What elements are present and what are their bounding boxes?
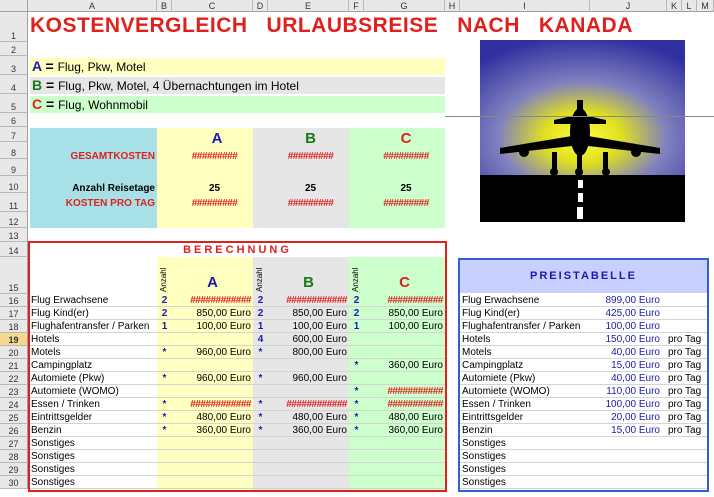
column-header-i[interactable]: I xyxy=(460,0,590,12)
column-header-j[interactable]: J xyxy=(590,0,667,12)
row-header-25[interactable]: 25 xyxy=(0,411,28,424)
price-row-unit[interactable]: pro Tag xyxy=(668,334,702,345)
price-row-unit[interactable] xyxy=(668,437,708,450)
calc-value-c[interactable]: 480,00 Euro xyxy=(388,412,443,423)
calc-qty-a[interactable]: * xyxy=(162,412,167,423)
price-row-label[interactable]: Sonstiges xyxy=(462,451,506,462)
calc-value-a[interactable]: 850,00 Euro xyxy=(196,308,251,319)
row-header-17[interactable]: 17 xyxy=(0,307,28,320)
price-row-unit[interactable]: pro Tag xyxy=(668,360,702,371)
calc-qty-b[interactable]: 1 xyxy=(257,321,264,332)
kosten-pro-tag-b: ######### xyxy=(287,198,334,209)
kosten-pro-tag-c: ######### xyxy=(383,198,429,209)
calc-row-label[interactable]: Sonstiges xyxy=(31,477,75,488)
row-header-1[interactable]: 1 xyxy=(0,12,28,42)
price-row-unit[interactable] xyxy=(668,463,708,476)
price-row-value[interactable]: 15,00 Euro xyxy=(611,360,660,371)
price-row-label[interactable]: Automiete (Pkw) xyxy=(462,373,536,384)
summary-header-a: A xyxy=(211,130,223,147)
column-header-l[interactable]: L xyxy=(682,0,697,12)
row-header-22[interactable]: 22 xyxy=(0,372,28,385)
price-row-unit[interactable]: pro Tag xyxy=(668,347,702,358)
calc-value-b[interactable] xyxy=(268,359,347,372)
label-anzahl-reisetage: Anzahl Reisetage xyxy=(72,183,155,194)
calc-qty-b[interactable] xyxy=(253,437,268,450)
calc-qty-c[interactable] xyxy=(349,372,364,385)
calc-value-c[interactable] xyxy=(364,346,443,359)
calc-qty-c[interactable]: * xyxy=(354,425,359,436)
row-header-29[interactable]: 29 xyxy=(0,463,28,476)
price-row-label[interactable]: Eintrittsgelder xyxy=(462,412,524,423)
calc-qty-a[interactable] xyxy=(157,476,172,489)
price-row-unit[interactable] xyxy=(668,294,708,307)
anzahl-header-b: Anzahl xyxy=(255,267,264,292)
row-header-15[interactable]: 15 xyxy=(0,257,28,294)
calc-value-c[interactable] xyxy=(364,333,443,346)
price-row-value[interactable] xyxy=(590,463,660,476)
calc-qty-a[interactable] xyxy=(157,463,172,476)
price-row-label[interactable]: Sonstiges xyxy=(462,464,506,475)
price-row-value[interactable]: 150,00 Euro xyxy=(605,334,660,345)
calc-row-label[interactable]: Automiete (WOMO) xyxy=(31,386,119,397)
calc-value-c[interactable] xyxy=(364,450,443,463)
calc-qty-a[interactable]: 2 xyxy=(161,295,168,306)
calc-row-label[interactable]: Sonstiges xyxy=(31,451,75,462)
calc-qty-c[interactable]: * xyxy=(354,360,359,371)
column-header-a[interactable]: A xyxy=(28,0,157,12)
calc-value-c[interactable]: ########### xyxy=(387,399,443,410)
calc-qty-b[interactable]: * xyxy=(258,412,263,423)
price-row-unit[interactable]: pro Tag xyxy=(668,373,702,384)
calc-qty-c[interactable] xyxy=(349,346,364,359)
calc-qty-b[interactable] xyxy=(253,463,268,476)
row-header-20[interactable]: 20 xyxy=(0,346,28,359)
calc-qty-c[interactable]: * xyxy=(354,399,359,410)
days-c: 25 xyxy=(400,183,412,194)
summary-label-bg xyxy=(30,128,157,228)
price-row-label[interactable]: Flughafentransfer / Parken xyxy=(462,321,581,332)
calc-qty-c[interactable] xyxy=(349,450,364,463)
calc-value-a[interactable] xyxy=(172,463,251,476)
price-row-value[interactable] xyxy=(590,450,660,463)
berechnung-title: BERECHNUNG xyxy=(183,244,292,256)
calc-qty-a[interactable]: * xyxy=(162,399,167,410)
calc-row-label[interactable]: Eintrittsgelder xyxy=(31,412,93,423)
row-header-27[interactable]: 27 xyxy=(0,437,28,450)
berechnung-header-a: A xyxy=(207,274,218,291)
days-a: 25 xyxy=(208,183,221,194)
row-header-3[interactable]: 3 xyxy=(0,56,28,75)
drawing-line xyxy=(445,116,714,117)
calc-qty-b[interactable]: 4 xyxy=(257,334,264,345)
calc-qty-a[interactable] xyxy=(157,450,172,463)
price-row-label[interactable]: Campingplatz xyxy=(462,360,524,371)
calc-value-a[interactable]: 100,00 Euro xyxy=(196,321,251,332)
calc-qty-b[interactable]: * xyxy=(258,347,263,358)
calc-value-b[interactable]: 850,00 Euro xyxy=(292,308,347,319)
price-row-label[interactable]: Motels xyxy=(462,347,492,358)
calc-qty-a[interactable] xyxy=(157,385,172,398)
calc-row-label[interactable]: Benzin xyxy=(31,425,62,436)
calc-value-c[interactable] xyxy=(364,476,443,489)
calc-value-a[interactable] xyxy=(172,450,251,463)
price-row-label[interactable]: Automiete (WOMO) xyxy=(462,386,550,397)
row-header-5[interactable]: 5 xyxy=(0,94,28,113)
calc-row-label[interactable]: Campingplatz xyxy=(31,360,93,371)
calc-qty-b[interactable]: * xyxy=(258,373,263,384)
calc-value-b[interactable] xyxy=(268,437,347,450)
calc-qty-a[interactable] xyxy=(157,359,172,372)
price-row-label[interactable]: Flug Kind(er) xyxy=(462,308,520,319)
price-row-value[interactable]: 15,00 Euro xyxy=(611,425,660,436)
column-header-m[interactable]: M xyxy=(697,0,714,12)
row-header-12[interactable]: 12 xyxy=(0,212,28,228)
calc-qty-c[interactable] xyxy=(349,437,364,450)
column-header-f[interactable]: F xyxy=(349,0,364,12)
row-header-24[interactable]: 24 xyxy=(0,398,28,411)
calc-qty-a[interactable]: 2 xyxy=(161,308,168,319)
price-row-value[interactable]: 100,00 Euro xyxy=(605,399,660,410)
row-header-23[interactable]: 23 xyxy=(0,385,28,398)
calc-qty-a[interactable]: * xyxy=(162,347,167,358)
calc-value-b[interactable]: 800,00 Euro xyxy=(292,347,347,358)
calc-row-label[interactable]: Hotels xyxy=(31,334,60,345)
calc-value-b[interactable] xyxy=(268,385,347,398)
summary-header-b: B xyxy=(305,130,316,147)
calc-value-a[interactable] xyxy=(172,476,251,489)
option-a: A = Flug, Pkw, Motel xyxy=(30,58,445,75)
calc-value-c[interactable] xyxy=(364,372,443,385)
calc-row-label[interactable]: Flughafentransfer / Parken xyxy=(31,321,150,332)
summary-header-c: C xyxy=(400,130,412,147)
column-header-c[interactable]: C xyxy=(172,0,253,12)
price-row-value[interactable]: 100,00 Euro xyxy=(605,321,660,332)
row-header-2[interactable]: 2 xyxy=(0,42,28,56)
preistabelle-title: PREISTABELLE xyxy=(530,270,637,282)
gesamtkosten-b: ######### xyxy=(287,151,334,162)
berechnung-header-c: C xyxy=(399,274,410,291)
calc-value-c[interactable]: 360,00 Euro xyxy=(388,425,443,436)
price-row-unit[interactable]: pro Tag xyxy=(668,386,702,397)
price-row-unit[interactable] xyxy=(668,476,708,489)
days-b: 25 xyxy=(304,183,317,194)
price-row-value[interactable]: 40,00 Euro xyxy=(611,347,660,358)
gesamtkosten-c: ######### xyxy=(383,151,429,162)
price-row-label[interactable]: Sonstiges xyxy=(462,438,506,449)
row-header-10[interactable]: 10 xyxy=(0,176,28,193)
calc-qty-a[interactable]: 1 xyxy=(161,321,168,332)
calc-value-c[interactable]: ########### xyxy=(387,295,443,306)
label-kosten-pro-tag: KOSTEN PRO TAG xyxy=(65,198,155,209)
calc-value-a[interactable] xyxy=(172,359,251,372)
calc-value-a[interactable]: 960,00 Euro xyxy=(196,347,251,358)
price-row-value[interactable] xyxy=(590,476,660,489)
row-header-8[interactable]: 8 xyxy=(0,142,28,159)
calc-value-b[interactable]: 100,00 Euro xyxy=(292,321,347,332)
row-header-11[interactable]: 11 xyxy=(0,193,28,212)
column-header-h[interactable]: H xyxy=(445,0,460,12)
calc-qty-c[interactable]: * xyxy=(354,412,359,423)
calc-qty-c[interactable]: 2 xyxy=(353,308,360,319)
label-gesamtkosten: GESAMTKOSTEN xyxy=(70,151,155,162)
price-row-label[interactable]: Flug Erwachsene xyxy=(462,295,540,306)
price-row-unit[interactable] xyxy=(668,450,708,463)
calc-value-c[interactable] xyxy=(364,437,443,450)
calc-value-a[interactable]: 480,00 Euro xyxy=(196,412,251,423)
calc-value-b[interactable]: ############ xyxy=(286,399,347,410)
column-header-d[interactable]: D xyxy=(253,0,268,12)
calc-value-a[interactable] xyxy=(172,333,251,346)
row-header-18[interactable]: 18 xyxy=(0,320,28,333)
calc-row-label[interactable]: Essen / Trinken xyxy=(31,399,100,410)
price-row-unit[interactable]: pro Tag xyxy=(668,412,702,423)
calc-row-label[interactable]: Motels xyxy=(31,347,61,358)
calc-qty-c[interactable]: * xyxy=(354,386,359,397)
row-header-4[interactable]: 4 xyxy=(0,75,28,94)
calc-value-a[interactable]: ############ xyxy=(190,295,251,306)
anzahl-header-c: Anzahl xyxy=(351,267,360,292)
calc-row-label[interactable]: Flug Kind(er) xyxy=(31,308,89,319)
calc-qty-b[interactable] xyxy=(253,476,268,489)
airplane-icon xyxy=(480,40,685,222)
price-row-label[interactable]: Hotels xyxy=(462,334,491,345)
calc-qty-b[interactable] xyxy=(253,450,268,463)
option-b: B = Flug, Pkw, Motel, 4 Übernachtungen im Hotel xyxy=(30,77,445,94)
column-header-e[interactable]: E xyxy=(268,0,349,12)
row-header-7[interactable]: 7 xyxy=(0,127,28,142)
calc-value-b[interactable] xyxy=(268,476,347,489)
kosten-pro-tag-a: ######### xyxy=(191,198,238,209)
calc-qty-a[interactable]: * xyxy=(162,373,167,384)
price-row-value[interactable]: 40,00 Euro xyxy=(611,373,660,384)
calc-value-b[interactable]: 360,00 Euro xyxy=(292,425,347,436)
calc-row-label[interactable]: Flug Erwachsene xyxy=(31,295,109,306)
calc-qty-c[interactable] xyxy=(349,463,364,476)
row-header-30[interactable]: 30 xyxy=(0,476,28,489)
calc-qty-b[interactable]: 2 xyxy=(257,308,264,319)
calc-qty-c[interactable] xyxy=(349,333,364,346)
gesamtkosten-a: ######### xyxy=(191,151,238,162)
calc-value-b[interactable]: 960,00 Euro xyxy=(292,373,347,384)
select-all-corner[interactable] xyxy=(0,0,28,12)
calc-qty-b[interactable] xyxy=(253,385,268,398)
calc-value-c[interactable]: ########### xyxy=(387,386,443,397)
price-row-value[interactable] xyxy=(590,437,660,450)
price-row-unit[interactable] xyxy=(668,307,708,320)
calc-value-b[interactable]: 480,00 Euro xyxy=(292,412,347,423)
calc-row-label[interactable]: Sonstiges xyxy=(31,464,75,475)
price-row-unit[interactable]: pro Tag xyxy=(668,399,702,410)
calc-qty-c[interactable]: 1 xyxy=(353,321,360,332)
row-header-21[interactable]: 21 xyxy=(0,359,28,372)
calc-value-b[interactable]: 600,00 Euro xyxy=(292,334,347,345)
calc-value-a[interactable] xyxy=(172,437,251,450)
price-row-label[interactable]: Benzin xyxy=(462,425,493,436)
column-header-g[interactable]: G xyxy=(364,0,445,12)
row-header-6[interactable]: 6 xyxy=(0,113,28,127)
calc-qty-c[interactable] xyxy=(349,476,364,489)
price-row-label[interactable]: Essen / Trinken xyxy=(462,399,531,410)
calc-qty-a[interactable] xyxy=(157,333,172,346)
berechnung-header-b: B xyxy=(303,274,314,291)
calc-value-a[interactable]: 360,00 Euro xyxy=(196,425,251,436)
calc-qty-c[interactable]: 2 xyxy=(353,295,360,306)
calc-qty-b[interactable] xyxy=(253,359,268,372)
row-header-16[interactable]: 16 xyxy=(0,294,28,307)
column-header-b[interactable]: B xyxy=(157,0,172,12)
calc-qty-b[interactable]: 2 xyxy=(257,295,264,306)
price-row-unit[interactable] xyxy=(668,320,708,333)
price-row-value[interactable]: 899,00 Euro xyxy=(605,295,660,306)
price-row-unit[interactable]: pro Tag xyxy=(668,425,702,436)
row-header-9[interactable]: 9 xyxy=(0,159,28,176)
row-header-14[interactable]: 14 xyxy=(0,242,28,257)
calc-value-c[interactable]: 360,00 Euro xyxy=(388,360,443,371)
row-header-28[interactable]: 28 xyxy=(0,450,28,463)
calc-value-c[interactable] xyxy=(364,463,443,476)
calc-value-c[interactable]: 100,00 Euro xyxy=(388,321,443,332)
sheet-title: KOSTENVERGLEICH URLAUBSREISE NACH KANADA xyxy=(30,14,633,37)
calc-value-b[interactable] xyxy=(268,463,347,476)
row-header-13[interactable]: 13 xyxy=(0,228,28,242)
anzahl-header-a: Anzahl xyxy=(159,267,168,292)
calc-value-c[interactable]: 850,00 Euro xyxy=(388,308,443,319)
calc-row-label[interactable]: Automiete (Pkw) xyxy=(31,373,105,384)
option-c: C = Flug, Wohnmobil xyxy=(30,96,445,113)
calc-qty-a[interactable] xyxy=(157,437,172,450)
calc-qty-a[interactable]: * xyxy=(162,425,167,436)
row-header-19[interactable]: 19 xyxy=(0,333,28,346)
calc-value-b[interactable] xyxy=(268,450,347,463)
calc-qty-b[interactable]: * xyxy=(258,399,263,410)
calc-value-b[interactable]: ############ xyxy=(286,295,347,306)
price-row-value[interactable]: 20,00 Euro xyxy=(611,412,660,423)
calc-qty-b[interactable]: * xyxy=(258,425,263,436)
airplane-image[interactable] xyxy=(480,40,685,222)
calc-value-a[interactable]: 960,00 Euro xyxy=(196,373,251,384)
calc-value-a[interactable] xyxy=(172,385,251,398)
price-row-label[interactable]: Sonstiges xyxy=(462,477,506,488)
calc-row-label[interactable]: Sonstiges xyxy=(31,438,75,449)
price-row-value[interactable]: 425,00 Euro xyxy=(605,308,660,319)
column-header-k[interactable]: K xyxy=(667,0,682,12)
calc-value-a[interactable]: ############ xyxy=(190,399,251,410)
row-header-26[interactable]: 26 xyxy=(0,424,28,437)
price-row-value[interactable]: 110,00 Euro xyxy=(606,386,660,397)
